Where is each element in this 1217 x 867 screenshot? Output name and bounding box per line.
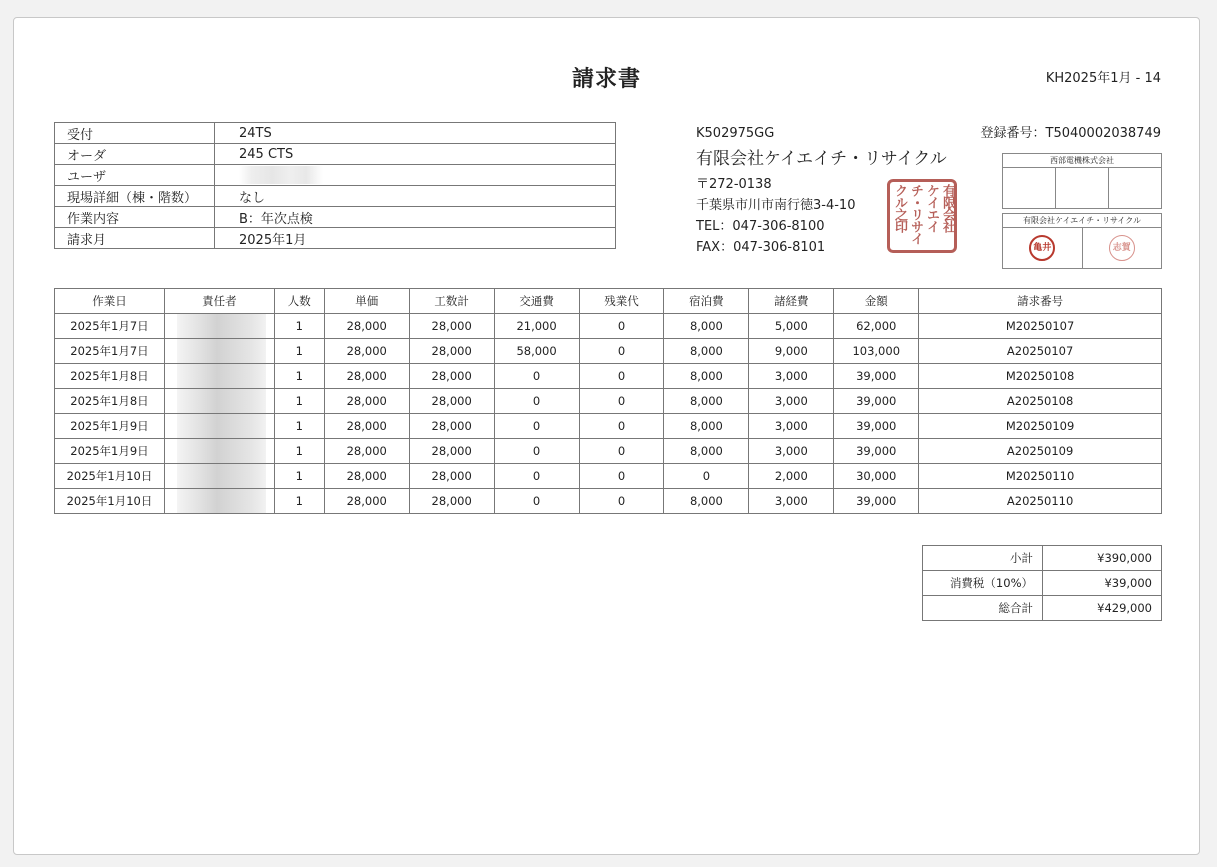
- table-cell: 0: [494, 464, 579, 489]
- table-row: [55, 339, 1162, 364]
- table-cell: 8,000: [664, 364, 749, 389]
- table-cell: 2025年1月7日: [55, 314, 165, 339]
- table-cell: 28,000: [409, 464, 494, 489]
- redacted-person-cell: [164, 414, 274, 439]
- table-cell: M20250109: [919, 414, 1162, 439]
- totals-value: ¥390,000: [1043, 546, 1162, 571]
- column-header: 残業代: [579, 289, 664, 314]
- table-row: [55, 439, 1162, 464]
- table-cell: 39,000: [834, 389, 919, 414]
- table-cell: M20250107: [919, 314, 1162, 339]
- seal-text: 有限会社: [940, 184, 955, 232]
- table-row: [55, 389, 1162, 414]
- table-cell: 2025年1月7日: [55, 339, 165, 364]
- table-cell: 21,000: [494, 314, 579, 339]
- totals-row: [923, 596, 1162, 621]
- table-cell: 0: [579, 364, 664, 389]
- approval-box-header: 西部電機株式会社: [1003, 154, 1161, 168]
- totals-label: 総合計: [923, 596, 1043, 621]
- table-cell: 28,000: [324, 439, 409, 464]
- redacted-person-cell: [164, 489, 274, 514]
- column-header: 責任者: [164, 289, 274, 314]
- column-header: 諸経費: [749, 289, 834, 314]
- table-cell: 8,000: [664, 389, 749, 414]
- table-cell: 0: [579, 464, 664, 489]
- totals-value: ¥39,000: [1043, 571, 1162, 596]
- table-cell: A20250108: [919, 389, 1162, 414]
- totals-row: [923, 546, 1162, 571]
- info-value-redacted: [215, 165, 616, 186]
- table-row: [55, 314, 1162, 339]
- table-row: [55, 364, 1162, 389]
- table-row: [55, 489, 1162, 514]
- info-label: 請求月: [55, 228, 215, 249]
- table-cell: 8,000: [664, 314, 749, 339]
- table-cell: 0: [579, 314, 664, 339]
- table-cell: 2025年1月9日: [55, 439, 165, 464]
- table-cell: 8,000: [664, 439, 749, 464]
- table-cell: 28,000: [324, 364, 409, 389]
- info-label: ユーザ: [55, 165, 215, 186]
- redacted-person-cell: [164, 389, 274, 414]
- info-row: [55, 186, 616, 207]
- redacted-name: [177, 439, 266, 463]
- approval-cell: [1003, 168, 1056, 208]
- approval-box-header: 有限会社ケイエイチ・リサイクル: [1003, 214, 1161, 228]
- column-header: 作業日: [55, 289, 165, 314]
- work-table-header: [55, 289, 1162, 314]
- info-row: [55, 228, 616, 249]
- seal-text: クル之印: [892, 184, 907, 232]
- info-value: 24TS: [215, 123, 616, 144]
- table-cell: 28,000: [324, 339, 409, 364]
- table-cell: 0: [494, 489, 579, 514]
- table-cell: 2025年1月10日: [55, 464, 165, 489]
- table-cell: 0: [579, 489, 664, 514]
- table-cell: 28,000: [324, 314, 409, 339]
- table-cell: 1: [274, 464, 324, 489]
- table-row: [55, 464, 1162, 489]
- totals-label: 小計: [923, 546, 1043, 571]
- table-cell: 1: [274, 364, 324, 389]
- issuer-fax: FAX：047-306-8101: [696, 240, 826, 255]
- table-cell: 3,000: [749, 364, 834, 389]
- info-label: オーダ: [55, 144, 215, 165]
- table-cell: 39,000: [834, 489, 919, 514]
- table-cell: 28,000: [324, 389, 409, 414]
- totals-row: [923, 571, 1162, 596]
- info-value: 2025年1月: [215, 228, 616, 249]
- totals-table: [922, 545, 1162, 621]
- table-cell: 0: [494, 439, 579, 464]
- table-cell: 0: [494, 364, 579, 389]
- table-cell: 0: [494, 389, 579, 414]
- table-cell: 28,000: [324, 414, 409, 439]
- redacted-name: [177, 389, 266, 413]
- hanko-stamp: 亀井: [1029, 235, 1055, 261]
- table-cell: 2025年1月9日: [55, 414, 165, 439]
- redacted-name: [177, 364, 266, 388]
- table-cell: 28,000: [409, 314, 494, 339]
- issuer-address: 千葉県市川市南行徳3-4-10: [696, 198, 856, 213]
- redacted-name: [177, 339, 266, 363]
- table-cell: 0: [664, 464, 749, 489]
- info-label: 現場詳細（棟・階数）: [55, 186, 215, 207]
- redacted-person-cell: [164, 339, 274, 364]
- table-cell: 30,000: [834, 464, 919, 489]
- table-cell: 3,000: [749, 439, 834, 464]
- table-cell: A20250109: [919, 439, 1162, 464]
- table-cell: A20250107: [919, 339, 1162, 364]
- redacted-person-cell: [164, 314, 274, 339]
- column-header: 単価: [324, 289, 409, 314]
- redacted-name: [177, 414, 266, 438]
- redacted-person-cell: [164, 364, 274, 389]
- info-row: [55, 165, 616, 186]
- column-header: 工数計: [409, 289, 494, 314]
- redacted-name: [177, 464, 266, 488]
- table-cell: 58,000: [494, 339, 579, 364]
- table-cell: 1: [274, 389, 324, 414]
- table-cell: 1: [274, 339, 324, 364]
- issuer-company: 有限会社ケイエイチ・リサイクル: [696, 149, 947, 169]
- table-cell: 0: [579, 389, 664, 414]
- table-cell: 39,000: [834, 414, 919, 439]
- approval-cell: [1083, 228, 1162, 268]
- table-cell: 0: [579, 439, 664, 464]
- redacted-person-cell: [164, 439, 274, 464]
- table-cell: 9,000: [749, 339, 834, 364]
- info-value: B：年次点検: [215, 207, 616, 228]
- column-header: 金額: [834, 289, 919, 314]
- table-cell: 28,000: [409, 389, 494, 414]
- approval-cell: [1056, 168, 1109, 208]
- table-cell: 2025年1月8日: [55, 389, 165, 414]
- table-cell: 1: [274, 489, 324, 514]
- company-seal: [887, 179, 957, 253]
- table-cell: 3,000: [749, 414, 834, 439]
- issuer-postal: 〒272-0138: [696, 177, 772, 192]
- totals-value: ¥429,000: [1043, 596, 1162, 621]
- redacted-name: [177, 489, 266, 513]
- registration-number: 登録番号：T5040002038749: [980, 126, 1161, 141]
- table-cell: 28,000: [409, 489, 494, 514]
- table-cell: 8,000: [664, 489, 749, 514]
- redacted-user: [239, 166, 323, 184]
- info-row: [55, 123, 616, 144]
- client-approval-box: [1002, 153, 1162, 209]
- table-cell: 3,000: [749, 489, 834, 514]
- issuer-tel: TEL：047-306-8100: [696, 219, 825, 234]
- table-cell: 28,000: [324, 489, 409, 514]
- table-cell: 3,000: [749, 389, 834, 414]
- hanko-stamp: 志賀: [1109, 235, 1135, 261]
- table-cell: 28,000: [409, 364, 494, 389]
- approval-cell: [1109, 168, 1161, 208]
- info-value: 245 CTS: [215, 144, 616, 165]
- table-cell: 2025年1月10日: [55, 489, 165, 514]
- column-header: 交通費: [494, 289, 579, 314]
- table-cell: A20250110: [919, 489, 1162, 514]
- table-cell: M20250108: [919, 364, 1162, 389]
- issuer-approval-box: [1002, 213, 1162, 269]
- info-row: [55, 207, 616, 228]
- approval-cells: [1003, 168, 1161, 208]
- table-cell: 1: [274, 314, 324, 339]
- document-number: KH2025年1月 - 14: [1045, 71, 1161, 86]
- table-cell: M20250110: [919, 464, 1162, 489]
- info-label: 作業内容: [55, 207, 215, 228]
- work-table: [54, 288, 1162, 514]
- column-header: 宿泊費: [664, 289, 749, 314]
- order-info-table: [54, 122, 616, 249]
- table-cell: 8,000: [664, 414, 749, 439]
- totals-label: 消費税（10%）: [923, 571, 1043, 596]
- table-cell: 39,000: [834, 364, 919, 389]
- approval-cell: [1003, 228, 1083, 268]
- column-header: 請求番号: [919, 289, 1162, 314]
- invoice-page: [13, 17, 1200, 855]
- info-value: なし: [215, 186, 616, 207]
- table-cell: 28,000: [409, 414, 494, 439]
- seal-text: ケイエイ: [924, 184, 939, 232]
- table-cell: 28,000: [409, 439, 494, 464]
- table-cell: 1: [274, 439, 324, 464]
- table-cell: 0: [579, 414, 664, 439]
- work-table-body: [55, 314, 1162, 514]
- issuer-code: K502975GG: [696, 126, 775, 141]
- table-row: [55, 414, 1162, 439]
- page-title: 請求書: [571, 67, 641, 92]
- table-cell: 28,000: [324, 464, 409, 489]
- approval-cells: [1003, 228, 1161, 268]
- table-cell: 2,000: [749, 464, 834, 489]
- info-row: [55, 144, 616, 165]
- table-cell: 2025年1月8日: [55, 364, 165, 389]
- seal-text: チ・リサイ: [908, 184, 923, 244]
- table-cell: 8,000: [664, 339, 749, 364]
- redacted-name: [177, 314, 266, 338]
- table-cell: 28,000: [409, 339, 494, 364]
- table-cell: 39,000: [834, 439, 919, 464]
- table-cell: 5,000: [749, 314, 834, 339]
- table-cell: 1: [274, 414, 324, 439]
- table-cell: 0: [579, 339, 664, 364]
- info-label: 受付: [55, 123, 215, 144]
- table-cell: 62,000: [834, 314, 919, 339]
- column-header: 人数: [274, 289, 324, 314]
- table-cell: 103,000: [834, 339, 919, 364]
- table-cell: 0: [494, 414, 579, 439]
- redacted-person-cell: [164, 464, 274, 489]
